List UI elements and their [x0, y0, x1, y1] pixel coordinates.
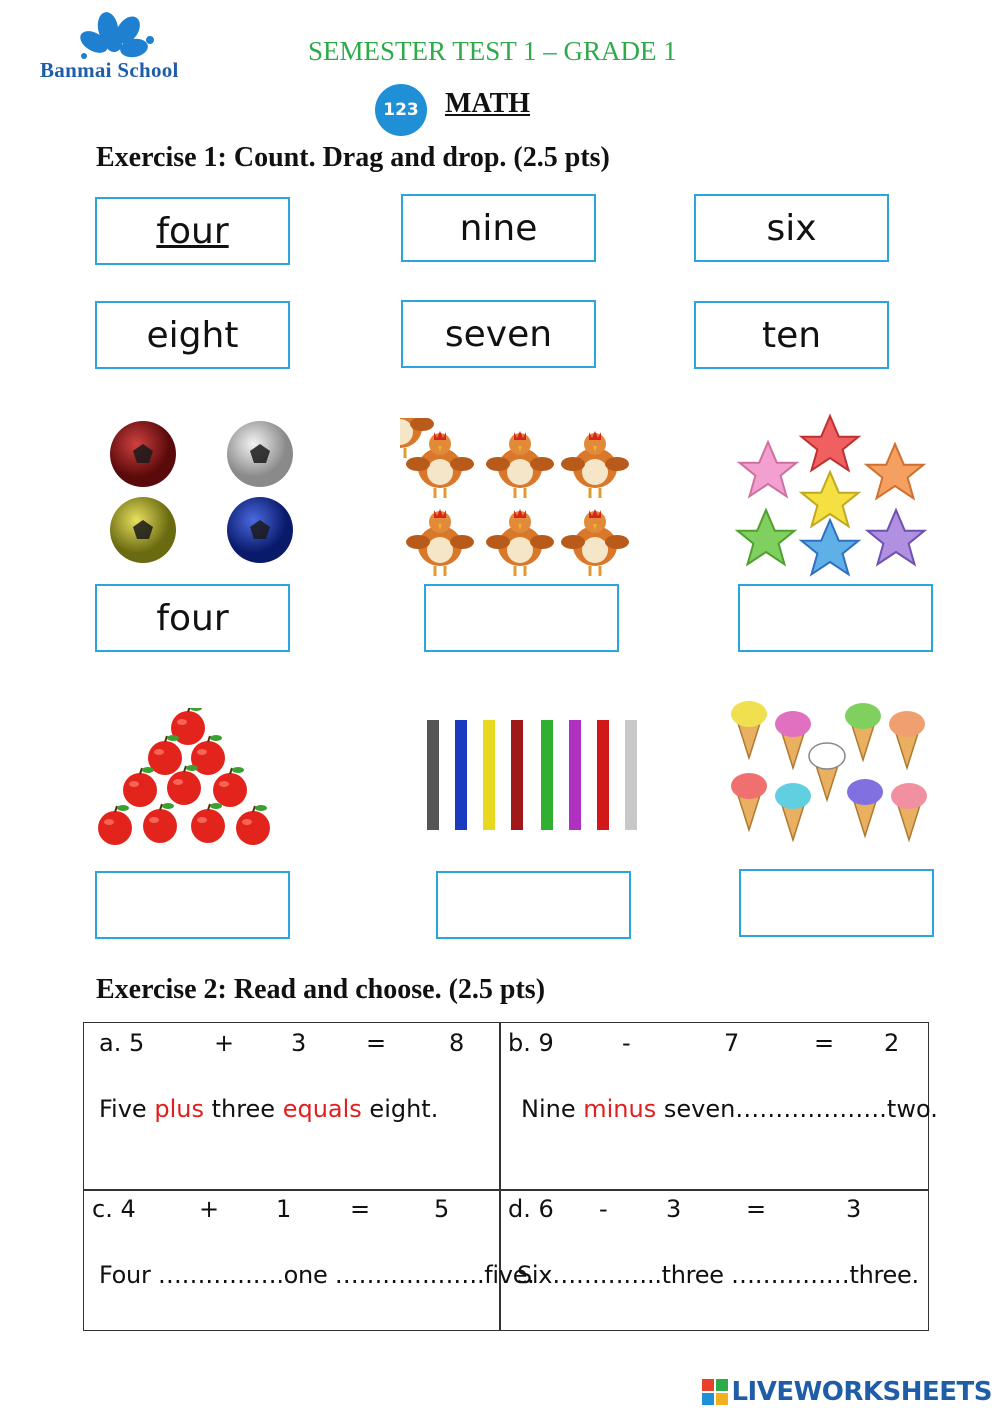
eq-equals: = — [746, 1195, 767, 1223]
sentence-d[interactable]: Six…………..three ……………three. — [517, 1261, 919, 1289]
school-name: Banmai School — [40, 58, 179, 82]
sentence-text: three — [203, 1095, 283, 1123]
word-tile-ten[interactable] — [694, 301, 889, 369]
eq-operator: + — [214, 1029, 235, 1057]
eq-result: 3 — [846, 1195, 862, 1223]
word-tile-label: eight — [146, 314, 239, 356]
word-tile-seven[interactable] — [401, 300, 596, 368]
eq-label: a. 5 — [99, 1029, 145, 1057]
word-tile-label: four — [156, 210, 229, 252]
word-tile-eight[interactable] — [95, 301, 290, 369]
sentence-text: Nine — [521, 1095, 584, 1123]
word-tile-label: ten — [761, 314, 822, 356]
stars-picture — [730, 412, 930, 580]
eq-operator: - — [622, 1029, 631, 1057]
eq-result: 2 — [884, 1029, 900, 1057]
apples-picture — [90, 708, 280, 853]
page-title: SEMESTER TEST 1 – GRADE 1 — [308, 36, 677, 66]
liveworksheets-brand: LIVEWORKSHEETS — [731, 1377, 992, 1407]
chickens-picture — [400, 418, 635, 578]
eq-equals: = — [366, 1029, 387, 1057]
liveworksheets-icon — [702, 1379, 728, 1405]
sentence-c[interactable]: Four …………….one ……………….five. — [99, 1261, 535, 1289]
eq-operator: + — [199, 1195, 220, 1223]
sentence-text: eight. — [361, 1095, 439, 1123]
sentence-a — [99, 1095, 438, 1123]
eq-result: 5 — [434, 1195, 450, 1223]
eq-label: c. 4 — [92, 1195, 136, 1223]
answer-box-pencils[interactable] — [436, 871, 631, 939]
answer-word-plus[interactable]: plus — [154, 1095, 204, 1123]
eq-operator: - — [599, 1195, 608, 1223]
answer-box-label: four — [156, 597, 229, 639]
exercise2-title: Exercise 2: Read and choose. (2.5 pts) — [96, 974, 546, 1005]
table-divider — [84, 1189, 928, 1191]
answer-word-minus[interactable]: minus — [583, 1095, 657, 1123]
answer-box-ice-creams[interactable] — [739, 869, 934, 937]
ice-creams-picture — [725, 700, 935, 855]
answer-word-equals[interactable]: equals — [282, 1095, 362, 1123]
word-tile-label: nine — [459, 207, 538, 249]
eq-equals: = — [814, 1029, 835, 1057]
sentence-b — [521, 1095, 938, 1123]
eq-number: 7 — [724, 1029, 740, 1057]
eq-number: 3 — [666, 1195, 682, 1223]
pencils-picture — [415, 720, 645, 835]
word-tile-nine[interactable] — [401, 194, 596, 262]
answer-box-chickens[interactable] — [424, 584, 619, 652]
eq-label: b. 9 — [508, 1029, 554, 1057]
word-tile-label: seven — [444, 313, 553, 355]
eq-result: 8 — [449, 1029, 465, 1057]
sentence-blank[interactable]: seven……………….two. — [656, 1095, 938, 1123]
sentence-text: Five — [99, 1095, 155, 1123]
word-tile-label: six — [766, 207, 817, 249]
answer-box-balls[interactable] — [95, 584, 290, 652]
numbers-123-icon: 123 — [375, 84, 427, 136]
eq-equals: = — [350, 1195, 371, 1223]
eq-number: 1 — [276, 1195, 292, 1223]
word-tile-six[interactable] — [694, 194, 889, 262]
soccer-balls-picture — [105, 418, 300, 568]
answer-box-stars[interactable] — [738, 584, 933, 652]
exercise2-table — [83, 1022, 938, 1331]
eq-label: d. 6 — [508, 1195, 554, 1223]
liveworksheets-logo — [702, 1377, 992, 1407]
exercise1-title: Exercise 1: Count. Drag and drop. (2.5 pts) — [96, 142, 610, 173]
eq-number: 3 — [291, 1029, 307, 1057]
subject-label: MATH — [445, 88, 531, 119]
word-tile-four[interactable] — [95, 197, 290, 265]
answer-box-apples[interactable] — [95, 871, 290, 939]
